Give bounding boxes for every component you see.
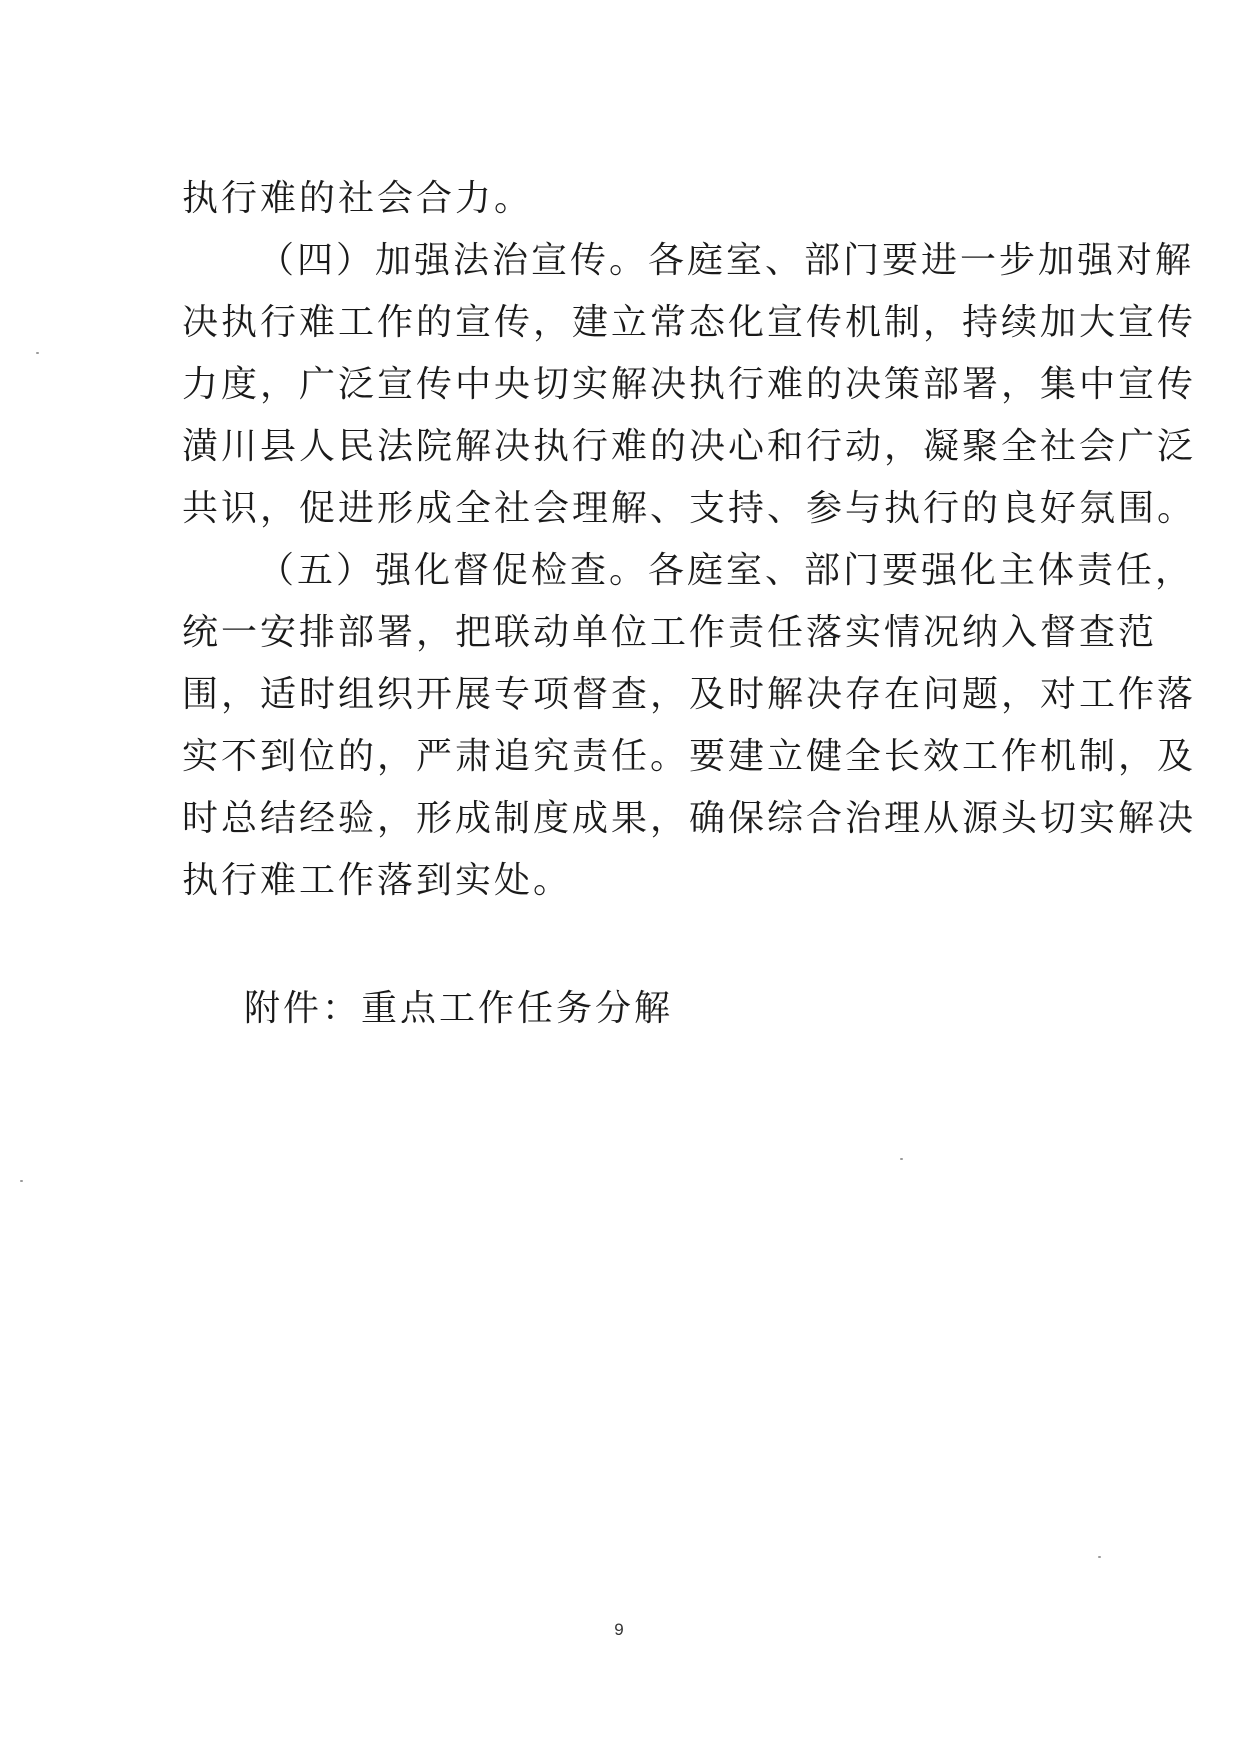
spacer <box>182 912 1062 978</box>
paragraph-line: 实不到位的，严肃追究责任。要建立健全长效工作机制，及 <box>182 736 1197 777</box>
scan-speck <box>900 1158 903 1160</box>
paragraph-line: 潢川县人民法院解决执行难的决心和行动，凝聚全社会广泛 <box>182 426 1197 467</box>
section-4-heading-line: （四）加强法治宣传。各庭室、部门要进一步加强对解 <box>258 240 1195 281</box>
paragraph-line: 共识，促进形成全社会理解、支持、参与执行的良好氛围。 <box>182 488 1197 529</box>
attachment-line: 附件：重点工作任务分解 <box>244 988 674 1029</box>
paragraph-line: 决执行难工作的宣传，建立常态化宣传机制，持续加大宣传 <box>182 302 1197 343</box>
paragraph-line: 围，适时组织开展专项督查，及时解决存在问题，对工作落 <box>182 674 1197 715</box>
paragraph-line: 统一安排部署，把联动单位工作责任落实情况纳入督查范 <box>182 612 1158 653</box>
section-5-heading-line: （五）强化督促检查。各庭室、部门要强化主体责任， <box>258 550 1195 591</box>
scan-speck <box>1098 1556 1101 1558</box>
scan-speck <box>20 1180 23 1182</box>
page-number: 9 <box>614 1620 624 1639</box>
paragraph-line: 执行难的社会合力。 <box>182 178 534 219</box>
body-text <box>182 168 1197 1040</box>
scan-speck <box>36 352 39 354</box>
paragraph-line: 力度，广泛宣传中央切实解决执行难的决策部署，集中宣传 <box>182 364 1197 405</box>
paragraph-line: 时总结经验，形成制度成果，确保综合治理从源头切实解决 <box>182 798 1197 839</box>
paragraph-line: 执行难工作落到实处。 <box>182 860 573 901</box>
